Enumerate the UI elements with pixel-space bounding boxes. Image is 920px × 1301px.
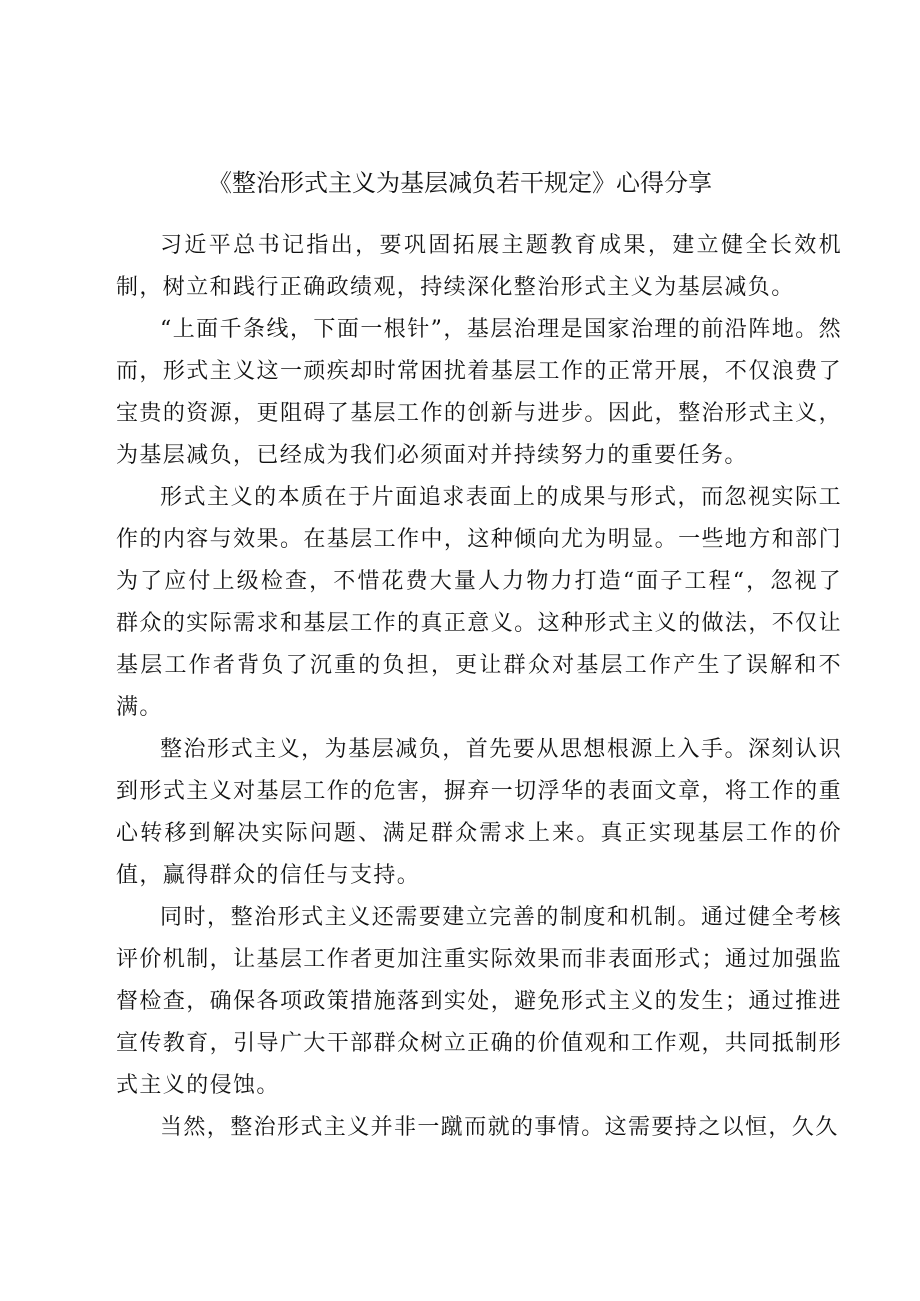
paragraph-5: 同时，整治形式主义还需要建立完善的制度和机制。通过健全考核评价机制，让基层工作者更加注重实际效果而非表面形式；通过加强监督检查，确保各项政策措施落到实处，避免形式主义的发生；通过推进宣传教育，引导广大干部群众树立正确的价值观和工作观，共同抵制形式主义的侵蚀。 [116,905,842,1098]
document-body [116,225,842,1149]
paragraph-1: 习近平总书记指出，要巩固拓展主题教育成果，建立健全长效机制，树立和践行正确政绩观，持续深化整治形式主义为基层减负。 [116,233,842,300]
paragraph-3: 形式主义的本质在于片面追求表面上的成果与形式，而忽视实际工作的内容与效果。在基层工作中，这种倾向尤为明显。一些地方和部门为了应付上级检查，不惜花费大量人力物力打造“面子工程“，忽视了群众的实际需求和基层工作的真正意义。这种形式主义的做法，不仅让基层工作者背负了沉重的负担，更让群众对基层工作产生了误解和不满。 [116,485,842,720]
paragraph-2: “上面千条线，下面一根针”，基层治理是国家治理的前沿阵地。然而，形式主义这一顽疾却时常困扰着基层工作的正常开展，不仅浪费了宝贵的资源，更阻碍了基层工作的创新与进步。因此，整治形式主义，为基层减负，已经成为我们必须面对并持续努力的重要任务。 [116,317,842,468]
paragraph-6: 当然，整治形式主义并非一蹴而就的事情。这需要持之以恒，久久 [160,1115,839,1140]
document-title: 《整治形式主义为基层减负若干规定》心得分享 [208,169,712,197]
paragraph-4: 整治形式主义，为基层减负，首先要从思想根源上入手。深刻认识到形式主义对基层工作的危害，摒弃一切浮华的表面文章，将工作的重心转移到解决实际问题、满足群众需求上来。真正实现基层工作的价值，赢得群众的信任与支持。 [116,737,842,888]
